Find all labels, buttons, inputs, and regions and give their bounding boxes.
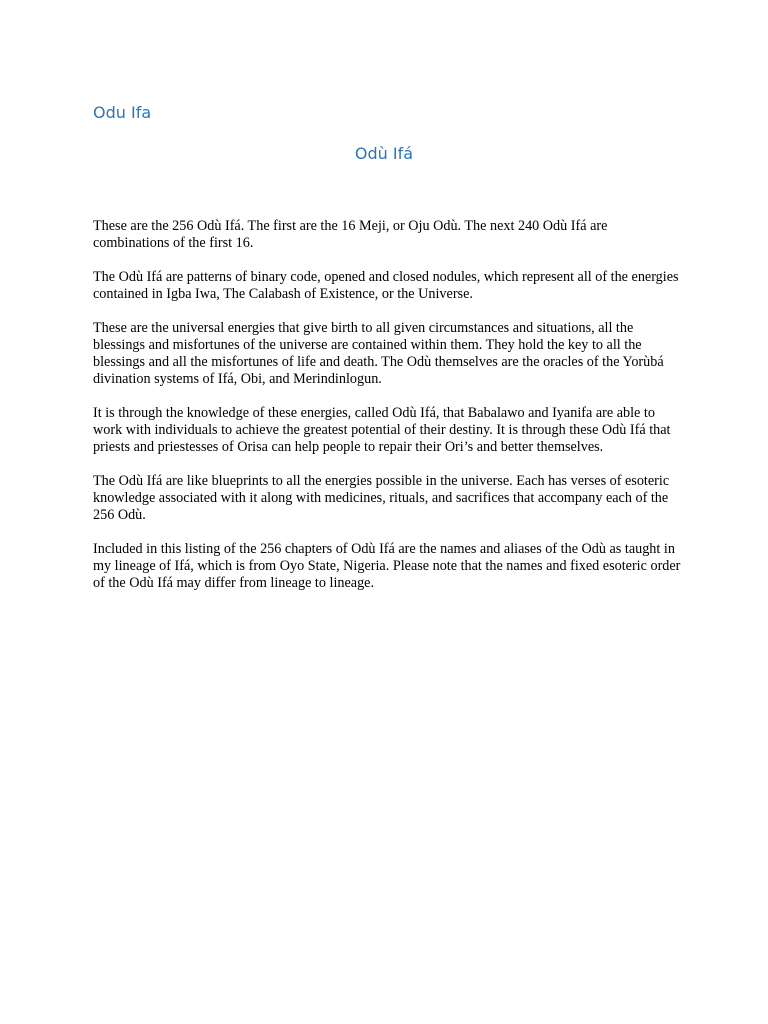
paragraph-lineage: Included in this listing of the 256 chapters of Odù Ifá are the names and aliases of the Odù as taught in my lineage of Ifá, which is from Oyo State, Nigeria. Please note that the names and fixed esoteric order of the Odù Ifá may differ from lineage to lineage. [93, 541, 681, 591]
paragraph-knowledge: It is through the knowledge of these energies, called Odù Ifá, that Babalawo and Iyanifa are able to work with individuals to achieve the greatest potential of their destiny. It is through these Odù Ifá that priests and priestesses of Orisa can help people to repair their Ori’s and better themselves. [93, 405, 671, 455]
paragraph-universal-energies: These are the universal energies that give birth to all given circumstances and situations, all the blessings and misfortunes of the universe are contained within them. They hold the key to all the blessings and all the misfortunes of life and death. The Odù themselves are the oracles of the Yorùbá divination systems of Ifá, Obi, and Merindinlogun. [93, 320, 664, 387]
document-subtitle: Odù Ifá [354, 144, 414, 163]
paragraph-binary-code: The Odù Ifá are patterns of binary code, opened and closed nodules, which represent all of the energies contained in Igba Iwa, The Calabash of Existence, or the Universe. [93, 269, 679, 302]
paragraph-blueprints: The Odù Ifá are like blueprints to all the energies possible in the universe. Each has verses of esoteric knowledge associated with it along with medicines, rituals, and sacrifices that accompany each of the 256 Odù. [93, 473, 670, 523]
paragraph-intro: These are the 256 Odù Ifá. The first are the 16 Meji, or Oju Odù. The next 240 Odù Ifá are combinations of the first 16. [93, 218, 608, 251]
document-body [93, 218, 683, 609]
document-title: Odu Ifa [93, 103, 152, 122]
